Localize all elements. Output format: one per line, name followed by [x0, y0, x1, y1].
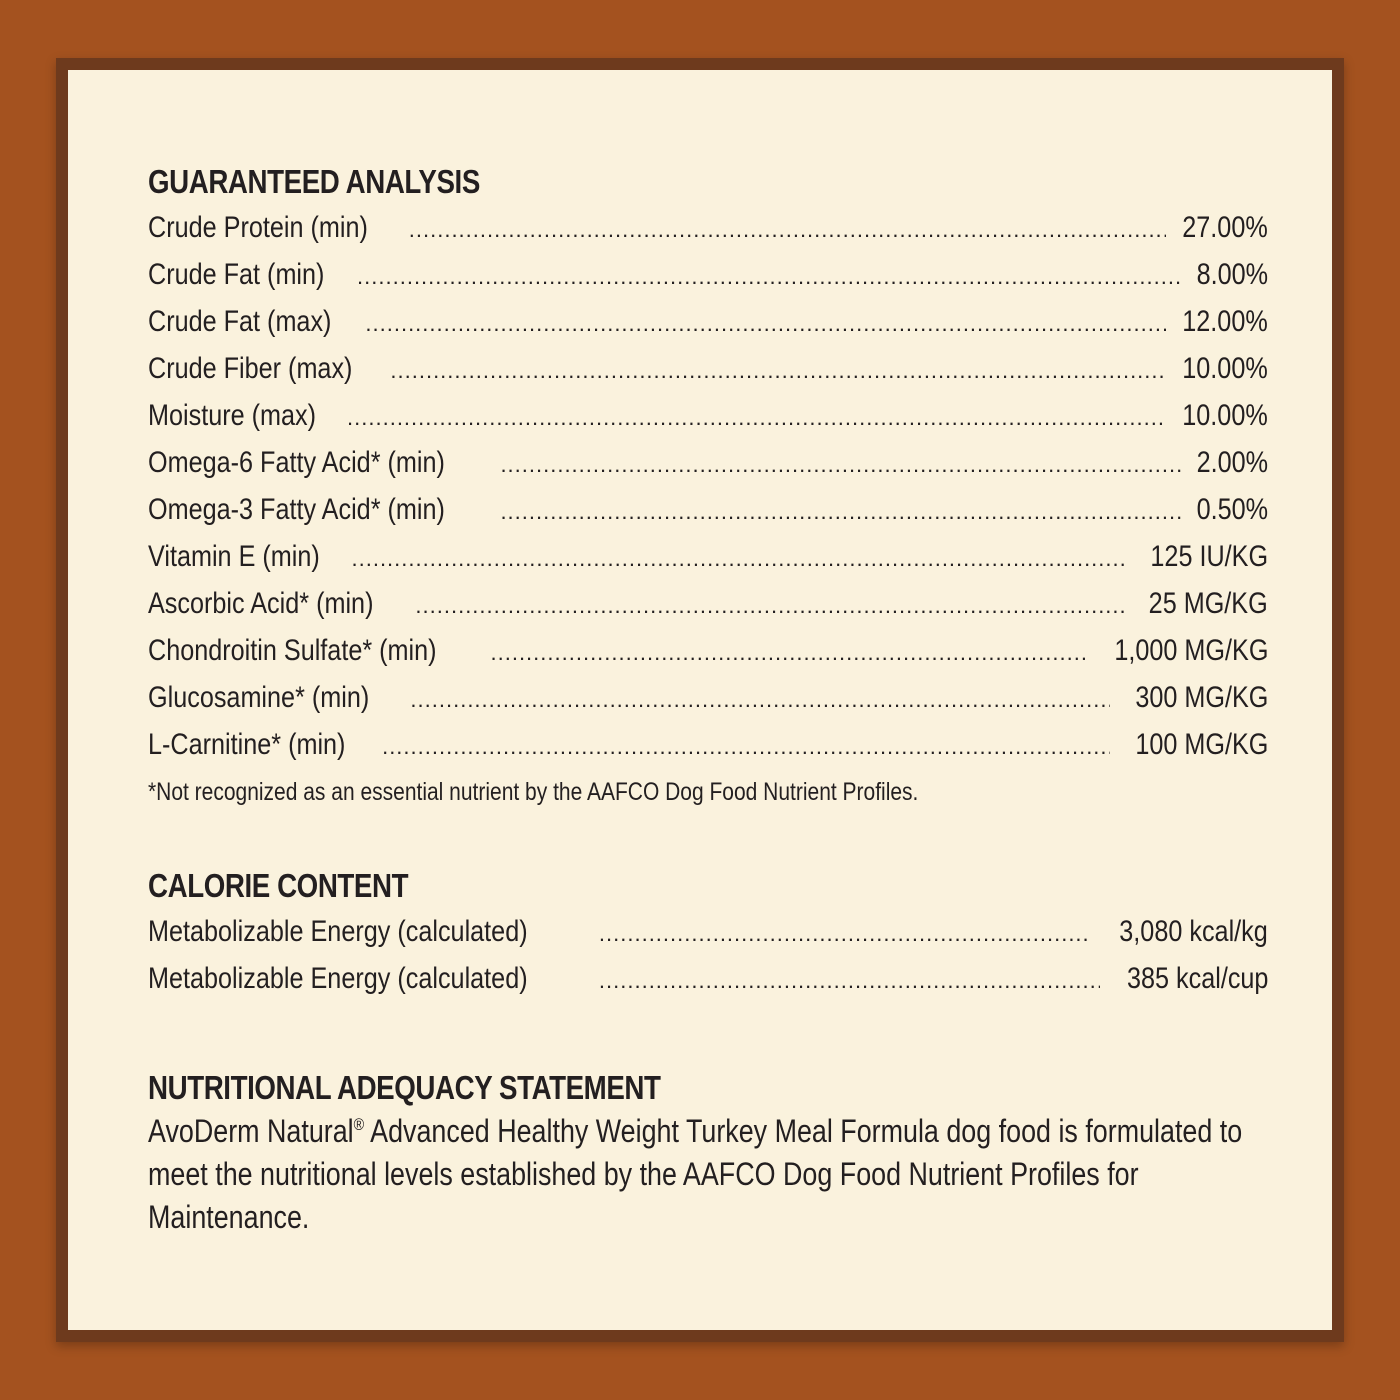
analysis-row — [148, 439, 1268, 486]
calorie-label: Metabolizable Energy (calculated) — [148, 962, 528, 995]
dot-leader — [409, 206, 1166, 253]
section-spacer — [148, 812, 1268, 864]
analysis-label: Omega-6 Fatty Acid* (min) — [148, 446, 445, 479]
analysis-row — [148, 298, 1268, 345]
dot-leader — [365, 300, 1166, 347]
analysis-value: 12.00% — [1182, 305, 1268, 338]
dot-leader — [390, 347, 1166, 394]
analysis-value: 8.00% — [1196, 258, 1268, 291]
analysis-row — [148, 392, 1268, 439]
analysis-row — [148, 345, 1268, 392]
dot-leader — [599, 957, 1100, 1004]
dot-leader — [500, 488, 1182, 535]
section-spacer — [148, 1002, 1268, 1066]
analysis-value: 10.00% — [1182, 352, 1268, 385]
adequacy-statement — [148, 1110, 1265, 1239]
analysis-label: Crude Fat (min) — [148, 258, 325, 291]
analysis-row — [148, 204, 1268, 251]
analysis-value: 125 IU/KG — [1150, 540, 1268, 573]
analysis-row — [148, 674, 1268, 721]
analysis-row — [148, 721, 1268, 768]
analysis-row — [148, 251, 1268, 298]
dot-leader — [347, 394, 1166, 441]
analysis-value: 1,000 MG/KG — [1113, 634, 1268, 667]
guaranteed-analysis-title: GUARANTEED ANALYSIS — [148, 163, 480, 200]
brand-name: AvoDerm Natural — [148, 1113, 354, 1149]
analysis-row — [148, 580, 1268, 627]
dot-leader — [382, 723, 1110, 770]
dot-leader — [352, 535, 1128, 582]
analysis-footnote: *Not recognized as an essential nutrient by the AAFCO Dog Food Nutrient Profiles. — [148, 778, 919, 806]
dot-leader — [410, 676, 1109, 723]
calorie-content-title: CALORIE CONTENT — [148, 867, 409, 904]
calorie-row — [148, 908, 1268, 955]
analysis-label: Vitamin E (min) — [148, 540, 320, 573]
adequacy-title: NUTRITIONAL ADEQUACY STATEMENT — [148, 1069, 661, 1106]
analysis-label: Moisture (max) — [148, 399, 317, 432]
calorie-value: 3,080 kcal/kg — [1119, 915, 1268, 948]
registered-mark: ® — [353, 1115, 365, 1134]
analysis-label: Ascorbic Acid* (min) — [148, 587, 374, 620]
analysis-label: Crude Fat (max) — [148, 305, 332, 338]
analysis-label: L-Carnitine* (min) — [148, 728, 346, 761]
analysis-label: Crude Fiber (max) — [148, 352, 353, 385]
analysis-row — [148, 533, 1268, 580]
analysis-row — [148, 486, 1268, 533]
label-panel — [56, 58, 1344, 1342]
dot-leader — [500, 441, 1182, 488]
calorie-value: 385 kcal/cup — [1126, 962, 1268, 995]
analysis-label: Omega-3 Fatty Acid* (min) — [148, 493, 445, 526]
dot-leader — [599, 910, 1091, 957]
dot-leader — [415, 582, 1126, 629]
analysis-value: 100 MG/KG — [1134, 728, 1268, 761]
calorie-label: Metabolizable Energy (calculated) — [148, 915, 528, 948]
analysis-value: 10.00% — [1182, 399, 1268, 432]
adequacy-text: Advanced Healthy Weight Turkey Meal Formula dog food is formulated to meet the nutritional levels established by the AAFCO Dog Food Nutrient Profiles for Maintenance. — [148, 1113, 1243, 1235]
label-content — [148, 160, 1268, 1239]
analysis-value: 27.00% — [1182, 211, 1268, 244]
dot-leader — [491, 629, 1085, 676]
analysis-value: 300 MG/KG — [1134, 681, 1268, 714]
calorie-row — [148, 955, 1268, 1002]
analysis-label: Crude Protein (min) — [148, 211, 368, 244]
analysis-label: Chondroitin Sulfate* (min) — [148, 634, 437, 667]
analysis-value: 0.50% — [1196, 493, 1268, 526]
analysis-row — [148, 627, 1268, 674]
analysis-value: 25 MG/KG — [1148, 587, 1268, 620]
analysis-label: Glucosamine* (min) — [148, 681, 370, 714]
dot-leader — [357, 253, 1183, 300]
analysis-value: 2.00% — [1196, 446, 1268, 479]
